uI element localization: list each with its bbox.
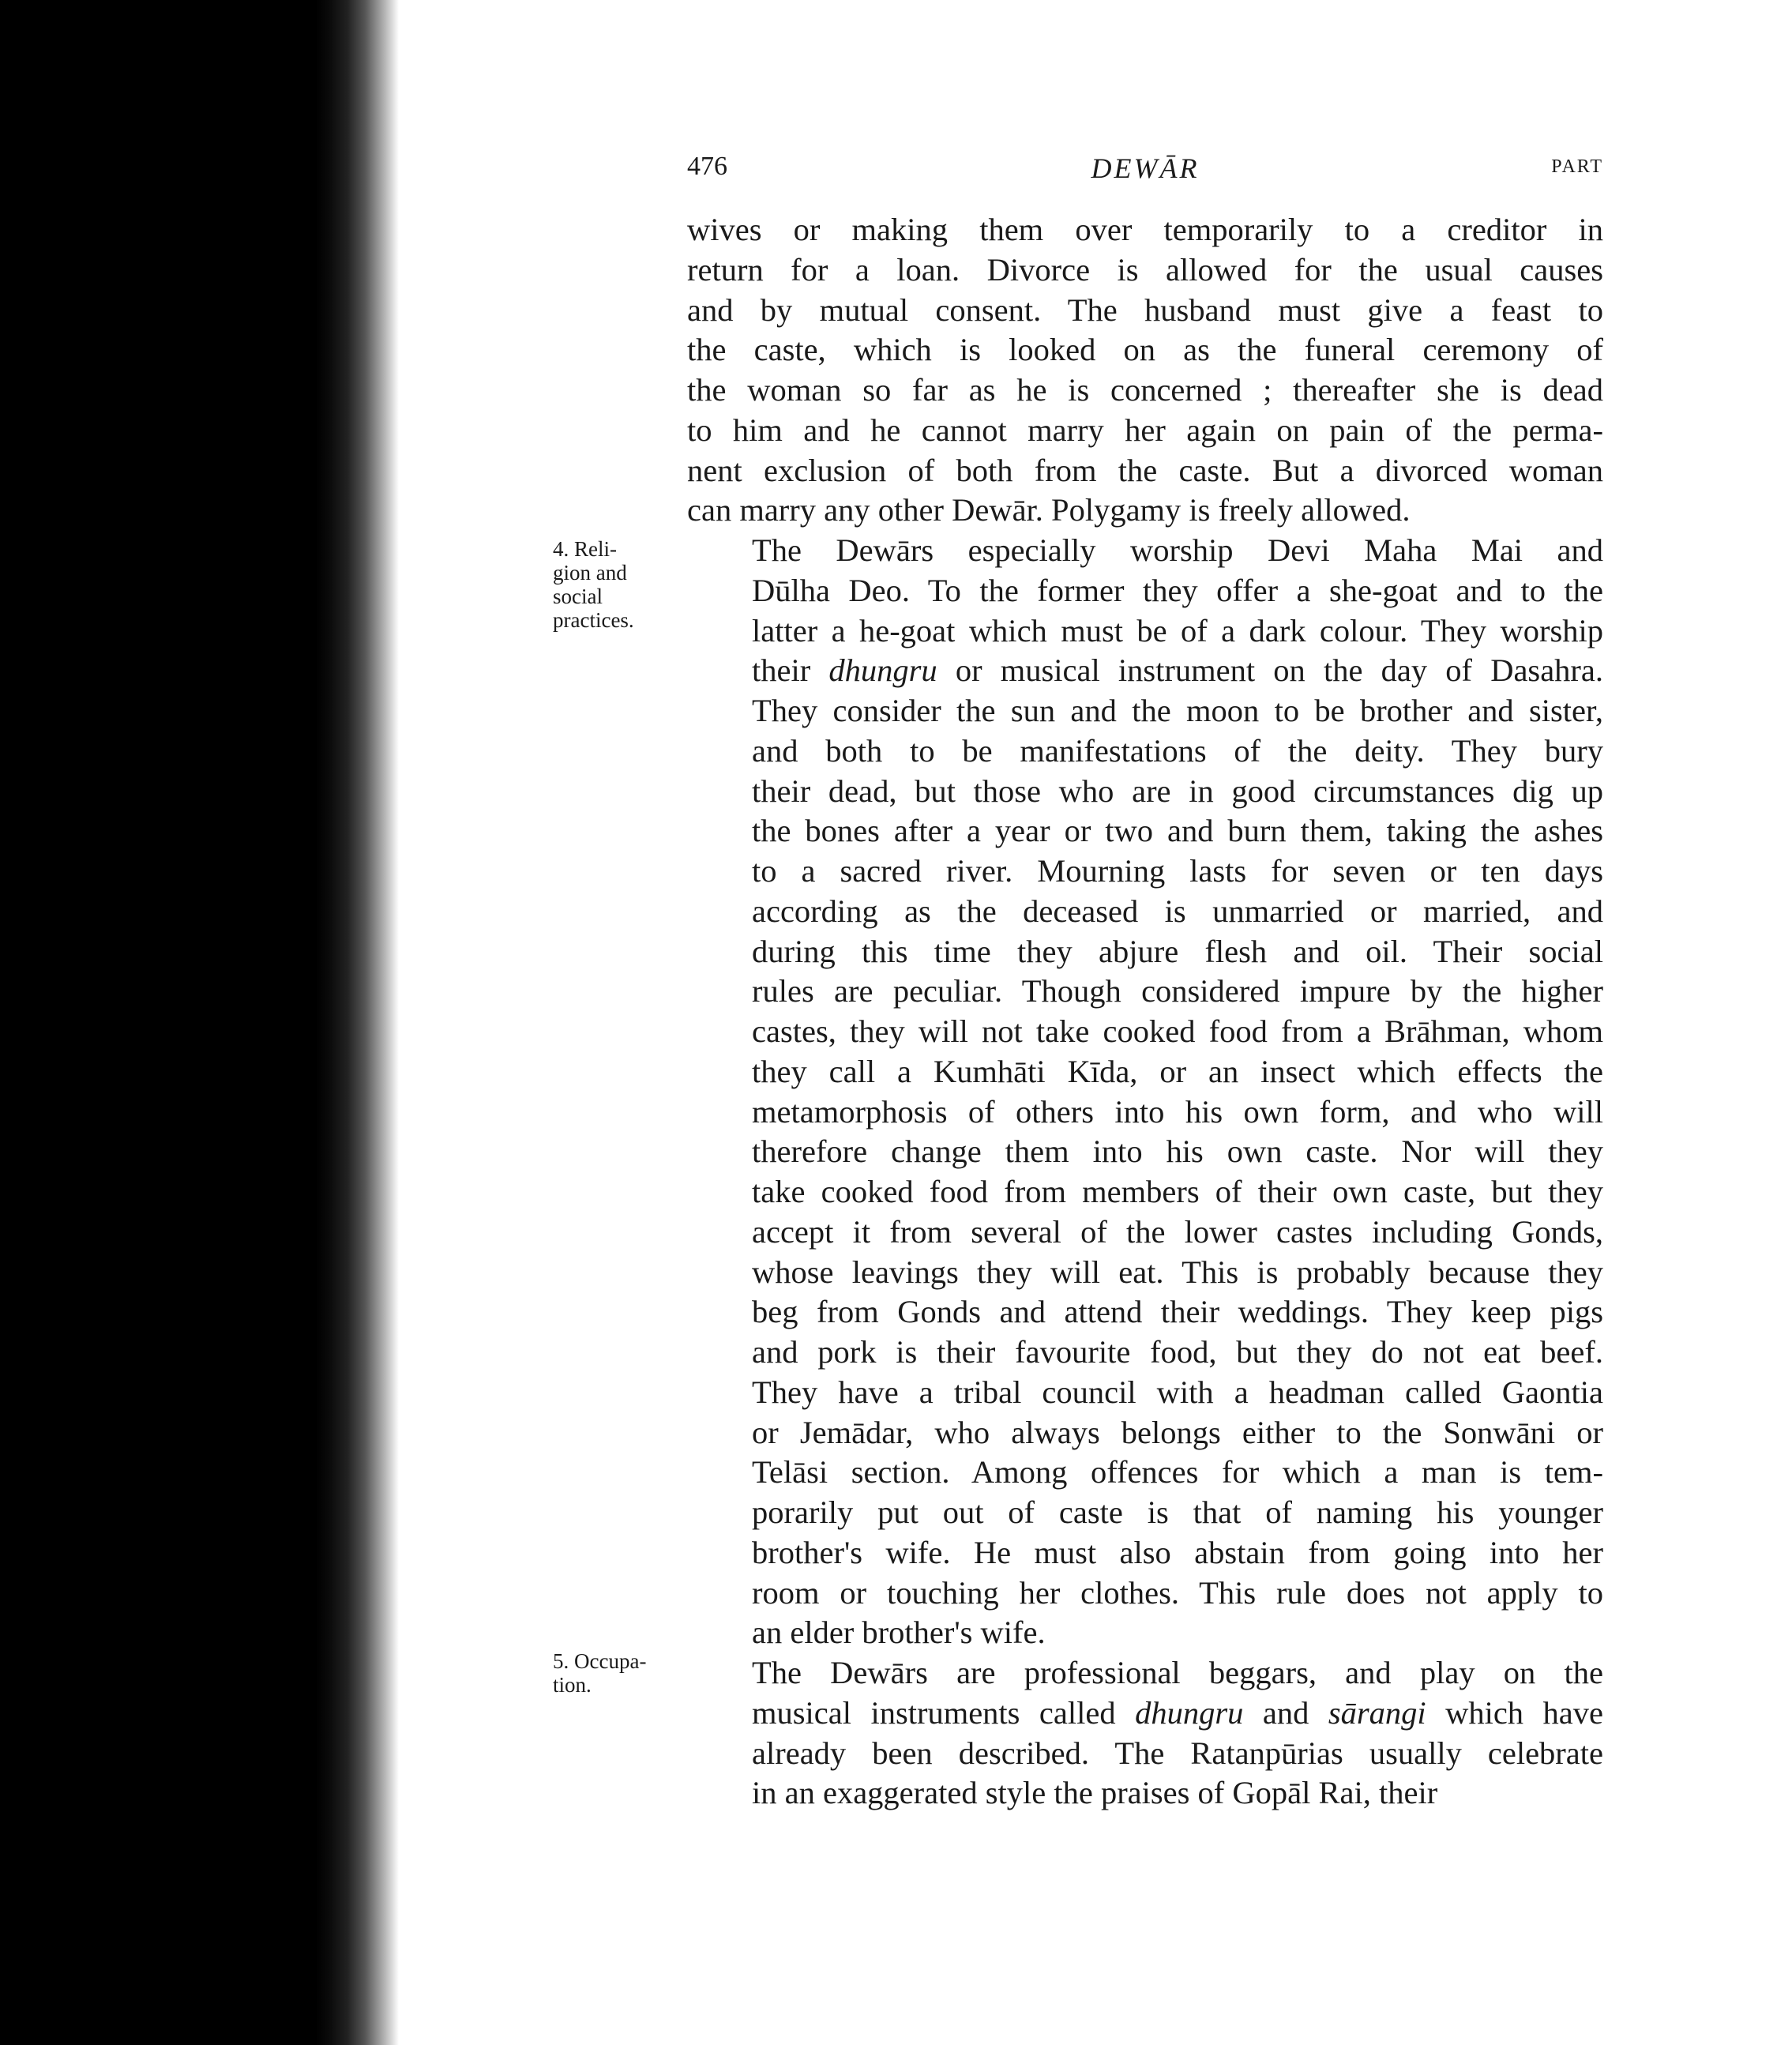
text-line: and pork is their favourite food, but they do not eat beef. (752, 1334, 1603, 1370)
book-spine-shadow (0, 0, 399, 2045)
text-segment: and (1243, 1694, 1328, 1731)
text-line: metamorphosis of others into his own form, and who will (752, 1093, 1603, 1130)
text-segment: which have (1426, 1694, 1603, 1731)
text-line: to him and he cannot marry her again on pain of the perma- (687, 412, 1603, 448)
text-line: The Dewārs are professional beggars, and play on the (752, 1655, 1603, 1690)
italic-term: dhungru (828, 652, 937, 689)
text-line: The Dewārs especially worship Devi Maha Mai and (752, 532, 1603, 568)
paragraph (687, 531, 1603, 1653)
text-line: the woman so far as he is concerned ; thereafter she is dead (687, 372, 1603, 408)
text-line: beg from Gonds and attend their weddings. They keep pigs (752, 1294, 1603, 1330)
text-line (687, 651, 1603, 691)
text-line: and both to be manifestations of the deity. They bury (752, 732, 1603, 769)
text-line: already been described. The Ratanpūrias usually celebrate (752, 1735, 1603, 1771)
text-line: therefore change them into his own caste. Nor will they (752, 1133, 1603, 1170)
text-segment: or musical instrument on the day of Dasahra. (937, 652, 1604, 689)
text-line: they call a Kumhāti Kīda, or an insect which effects the (752, 1053, 1603, 1089)
text-line: Dūlha Deo. To the former they offer a she-goat and to the (752, 572, 1603, 608)
body-text (687, 210, 1603, 1814)
text-line: the bones after a year or two and burn them, taking the ashes (752, 813, 1603, 849)
text-line: brother's wife. He must also abstain from going into her (752, 1534, 1603, 1570)
text-line: room or touching her clothes. This rule does not apply to (752, 1574, 1603, 1611)
text-line: wives or making them over temporarily to a creditor in (687, 212, 1603, 247)
text-line: an elder brother's wife. (752, 1615, 1046, 1651)
text-line: to a sacred river. Mourning lasts for seven or ten days (752, 853, 1603, 889)
text-line: and by mutual consent. The husband must give a feast to (687, 291, 1603, 328)
side-note-religion (553, 537, 634, 632)
side-note-occupation (553, 1649, 646, 1697)
running-header (687, 152, 1603, 191)
text-line (687, 1694, 1603, 1734)
text-line: castes, they will not take cooked food from a Brāhman, whom (752, 1013, 1603, 1049)
text-line: during this time they abjure flesh and oil. Their social (752, 933, 1603, 969)
text-line: take cooked food from members of their own caste, but they (752, 1174, 1603, 1209)
side-note-line: tion. (553, 1673, 592, 1697)
text-line: They have a tribal council with a headman called Gaontia (752, 1374, 1603, 1410)
text-line: according as the deceased is unmarried or married, and (752, 893, 1603, 929)
text-line: Telāsi section. Among offences for which a man is tem- (752, 1454, 1603, 1491)
paragraph (687, 1653, 1603, 1814)
text-line: return for a loan. Divorce is allowed for the usual causes (687, 251, 1603, 288)
side-note-line: gion and (553, 561, 627, 585)
text-line: whose leavings they will eat. This is probably because they (752, 1254, 1603, 1290)
text-line: nent exclusion of both from the caste. But a divorced woman (687, 452, 1603, 488)
text-line: the caste, which is looked on as the funeral ceremony of (687, 332, 1603, 368)
running-title: DEWĀR (1091, 152, 1200, 184)
text-segment: their (752, 652, 829, 689)
part-label: PART (1551, 156, 1603, 177)
side-note-line: practices. (553, 608, 634, 632)
text-line: porarily put out of caste is that of naming his younger (752, 1494, 1603, 1530)
side-note-line: 4. Reli- (553, 537, 617, 561)
italic-term: dhungru (1135, 1694, 1244, 1731)
side-note-line: social (553, 585, 603, 608)
side-note-line: 5. Occupa- (553, 1649, 647, 1673)
page-number: 476 (687, 152, 727, 181)
text-segment: musical instruments called (752, 1694, 1136, 1731)
text-line: in an exaggerated style the praises of Gopāl Rai, their (752, 1775, 1438, 1811)
text-line: accept it from several of the lower castes including Gonds, (752, 1213, 1603, 1250)
text-line: They consider the sun and the moon to be brother and sister, (752, 693, 1603, 728)
text-line: their dead, but those who are in good circumstances dig up (752, 773, 1603, 809)
text-line: or Jemādar, who always belongs either to the Sonwāni or (752, 1414, 1603, 1450)
paragraph (687, 210, 1603, 531)
text-line: can marry any other Dewār. Polygamy is freely allowed. (687, 492, 1411, 528)
text-line: rules are peculiar. Though considered impure by the higher (752, 973, 1603, 1009)
text-line: latter a he-goat which must be of a dark colour. They worship (752, 612, 1603, 648)
italic-term: sārangi (1328, 1694, 1426, 1731)
